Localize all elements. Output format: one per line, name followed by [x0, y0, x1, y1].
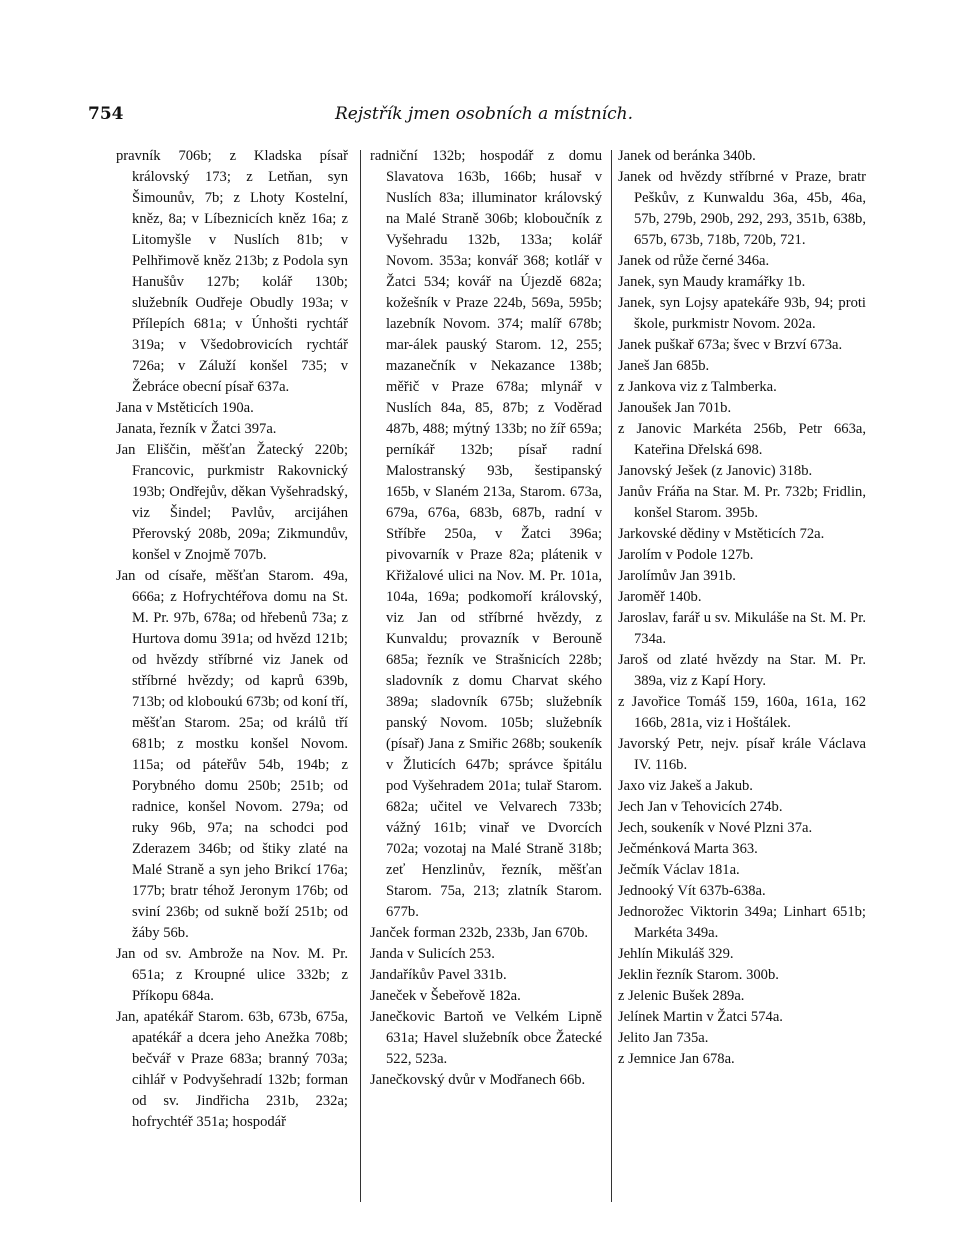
- index-columns: [0, 146, 960, 1226]
- index-entry: Janek od růže černé 346a.: [618, 253, 770, 269]
- index-entry: Jelito Jan 735a.: [618, 1030, 709, 1046]
- index-entry: Janek od hvězdy stříbrné v Praze, bratr Peškův, z Kunwaldu 36a, 45b, 46a, 57b, 279b, 290b, 292, 293, 351b, 638b, 657b, 673b, 718b, 720b, 721.: [618, 169, 866, 248]
- index-entry: Jech, soukeník v Nové Plzni 37a.: [618, 820, 813, 836]
- index-entry: Jarkovské dědiny v Mstěticích 72a.: [618, 526, 825, 542]
- index-entry: Jan Eliščin, měšťan Žatecký 220b; Francovic, purkmistr Rakovnický 193b; Ondřejův, děkan Vyšehradský, viz Šindel; Pavlův, arcijáhen Přerovský 208b, 209a; Zikmundův, konšel v Znojmě 707b.: [116, 442, 348, 563]
- index-column-2: [370, 146, 602, 1091]
- index-column-1: [116, 146, 348, 1133]
- index-entry: Janček forman 232b, 233b, Jan 670b.: [370, 925, 589, 941]
- index-entry: Jehlín Mikuláš 329.: [618, 946, 734, 962]
- index-entry: Jan od císaře, měšťan Starom. 49a, 666a; z Hofrychtéřova domu na St. M. Pr. 97b, 678a; od hřebenů 73a; z Hurtova domu 391a; od hvězd 121b; od hvězdy stříbrné viz Janek od stříbrné hvězdy; od kaprů 639b, 713b; od kloboukú 673b; od koní tří, měšťan Starom. 25a; od králů tří 681b; z mostku konšel Novom. 115a; od páteřův 54b, 194b; z Porybného domu 250b; 251b; od radnice, konšel Novom. 279a; od ruky 96b, 97a; na schodci pod Zderazem 346b; od štiky zlaté na Malé Straně a syn jeho Brikcí 176a; 177b; bratr téhož Jeronym 176b; od sviní 236b; od sukně boží 251b; od žáby 56b.: [116, 568, 348, 941]
- index-entry: z Janovic Markéta 256b, Petr 663a, Kateřina Dřelská 698.: [618, 421, 866, 458]
- index-entry: Janek, syn Maudy kramářky 1b.: [618, 274, 806, 290]
- index-entry: Jan od sv. Ambrože na Nov. M. Pr. 651a; z Kroupné ulice 332b; z Příkopu 684a.: [116, 946, 348, 1004]
- index-entry: Jelínek Martin v Žatci 574a.: [618, 1009, 783, 1025]
- index-entry: Janečkovský dvůr v Modřanech 66b.: [370, 1072, 586, 1088]
- index-entry: Janek puškař 673a; švec v Brzví 673a.: [618, 337, 843, 353]
- index-entry: Jarolím v Podole 127b.: [618, 547, 754, 563]
- index-entry: z Jemnice Jan 678a.: [618, 1051, 735, 1067]
- page-number: 754: [88, 104, 124, 124]
- index-entry: Javorský Petr, nejv. písař krále Václava IV. 116b.: [618, 736, 866, 773]
- index-entry: Janek od beránka 340b.: [618, 148, 756, 164]
- index-entry: Jana v Mstěticích 190a.: [116, 400, 254, 416]
- index-entry: Jednooký Vít 637b-638a.: [618, 883, 766, 899]
- index-entry: Jarolímův Jan 391b.: [618, 568, 736, 584]
- index-entry: Jednorožec Viktorin 349a; Linhart 651b; Markéta 349a.: [618, 904, 866, 941]
- index-entry: z Jelenic Bušek 289a.: [618, 988, 745, 1004]
- index-entry: z Javořice Tomáš 159, 160a, 161a, 162 166b, 281a, viz i Hoštálek.: [618, 694, 866, 731]
- index-entry: Jan, apatékář Starom. 63b, 673b, 675a, apatékář a dcera jeho Anežka 708b; bečvář v Praze 683a; branný 703a; cihlář v Podvyšehradí 132b; forman od sv. Jindřicha 231b, 232a; hofrychtéř 351a; hospodář: [116, 1009, 348, 1130]
- index-column-3: [618, 146, 866, 1070]
- index-entry: Janoušek Jan 701b.: [618, 400, 732, 416]
- index-entry: Jandaříkův Pavel 331b.: [370, 967, 507, 983]
- column-divider: [611, 150, 612, 1202]
- index-entry: Jech Jan v Tehovicích 274b.: [618, 799, 783, 815]
- page-header: [88, 104, 880, 128]
- index-entry: Jeklin řezník Starom. 300b.: [618, 967, 779, 983]
- index-entry: Janeček v Šebeřově 182a.: [370, 988, 521, 1004]
- index-entry: Janek, syn Lojsy apatekáře 93b, 94; proti škole, purkmistr Novom. 202a.: [618, 295, 866, 332]
- index-entry: Ječmík Václav 181a.: [618, 862, 740, 878]
- index-entry: Jaxo viz Jakeš a Jakub.: [618, 778, 753, 794]
- index-entry: Janda v Sulicích 253.: [370, 946, 495, 962]
- index-entry: Jaroslav, farář u sv. Mikuláše na St. M. Pr. 734a.: [618, 610, 866, 647]
- index-entry: Janata, řezník v Žatci 397a.: [116, 421, 277, 437]
- index-entry: z Jankova viz z Talmberka.: [618, 379, 777, 395]
- index-entry: Janečkovic Bartoň ve Velkém Lipně 631a; Havel služebník obce Žatecké 522, 523a.: [370, 1009, 602, 1067]
- index-entry: Janeš Jan 685b.: [618, 358, 710, 374]
- index-entry: Jaroš od zlaté hvězdy na Star. M. Pr. 389a, viz z Kapí Hory.: [618, 652, 866, 689]
- index-entry: Janovský Ješek (z Janovic) 318b.: [618, 463, 813, 479]
- running-head: Rejstřík jmen osobních a místních.: [334, 104, 633, 124]
- index-entry: Ječménková Marta 363.: [618, 841, 758, 857]
- index-entry: radniční 132b; hospodář z domu Slavatova 163b, 166b; husař v Nuslích 83a; illuminator královský na Malé Straně 306b; kloboučník z Vyšehradu 132b, 133a; kolář Novom. 353a; konvář 368; kotlář v Žatci 534; kovář na Újezdě 682a; kožešník v Praze 224b, 569a, 595b; lazebník Novom. 374; malíř 678b; mar-álek pauský Starom. 12, 255; mazanečník v Nekazance 138b; měřič v Praze 678a; mlynář v Nuslích 84a, 85, 87b; z Voděrad 487b, 488; mýtný 133b; no žíř 659a; perníkář 132b; písař radní Malostranský 93b, šestipanský 165b, v Slaném 213a, Starom. 673a, 679a, 676a, 683b, 687b, radní v Stříbře 250a, v Žatci 396a; pivovarník v Praze 82a; plátenik v Křižalové ulici na Nov. M. Pr. 101a, 104a, 169a; podkomoří královský, viz Jan od stříbrné hvězdy, z Kunvaldu; provazník v Berouně 685a; řezník ve Strašnicích 228b; sladovník z domu Charvat ského 389a; sladovník 675b; služebník panský Novom. 105b; služebník (písař) Jana z Smiřic 268b; soukeník v Žluticích 647b; správce špitálu pod Vyšehradem 201a; tulař Starom. 682a; učitel ve Velvarech 733b; vážný 161b; vinař ve Dvorcích 702a; vozotaj na Malé Straně 318b; zeť Henzlinův, řezník, měšťan Starom. 75a, 213; zlatník Starom. 677b.: [370, 148, 602, 920]
- column-divider: [360, 150, 361, 1202]
- index-entry: pravník 706b; z Kladska písař královský 173; z Letňan, syn Šimounův, 7b; z Lhoty Kostelní, kněz, 8a; v Líbeznicích kněz 16a; z Litomyšle v Nuslích 81b; v Pelhřimově kněz 213b; z Podola syn Hanušův 127b; kolář 130b; služebník Oudřeje Obudly 193a; v Přílepích 681a; v Únhošti rychtář 319a; v Všedobrovicích rychtář 726a; v Záluží konšel 735; v Žebráce obecní písař 637a.: [116, 148, 348, 395]
- index-entry: Jaroměř 140b.: [618, 589, 702, 605]
- index-entry: Janův Fráňa na Star. M. Pr. 732b; Fridlin, konšel Starom. 395b.: [618, 484, 866, 521]
